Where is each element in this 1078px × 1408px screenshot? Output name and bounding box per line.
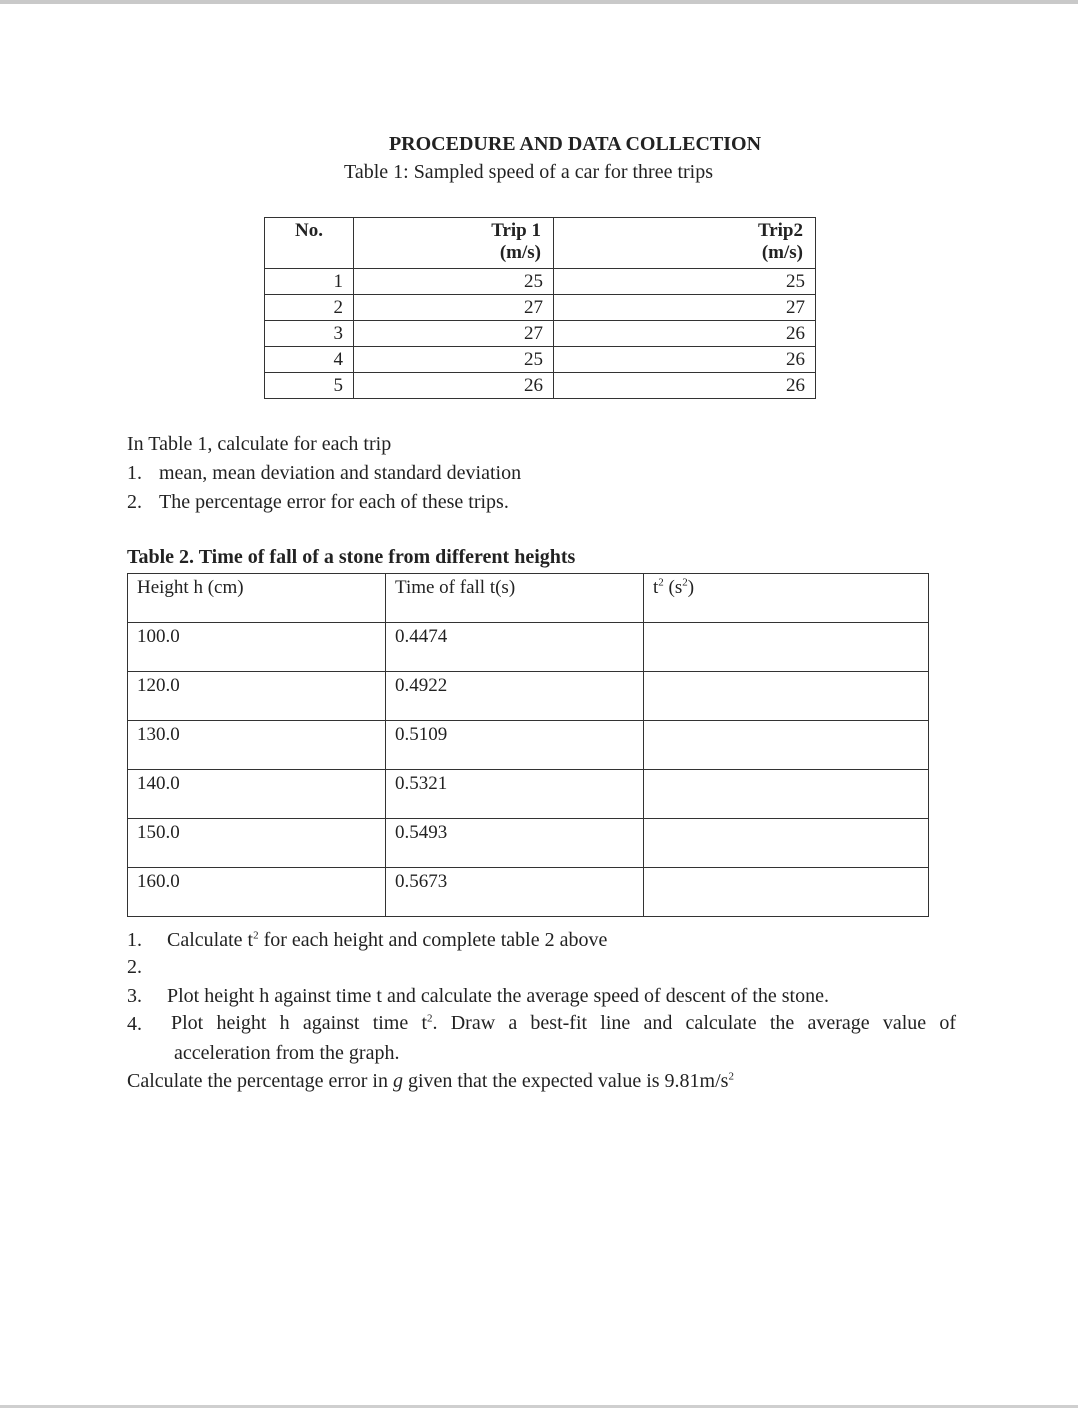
cell-time: 0.5109 <box>386 721 644 770</box>
cell-height: 120.0 <box>128 672 386 721</box>
table-header-row <box>265 218 816 269</box>
col-header-trip2: Trip2 (m/s) <box>554 218 816 269</box>
cell-time: 0.4922 <box>386 672 644 721</box>
cell-no: 1 <box>265 269 354 295</box>
cell-height: 130.0 <box>128 721 386 770</box>
instructions1-item: 1. mean, mean deviation and standard deviation <box>127 462 522 484</box>
table-row <box>265 321 816 347</box>
cell-trip2: 27 <box>554 295 816 321</box>
instructions2-item3: 3. Plot height h against time t and calculate the average speed of descent of the stone. <box>127 985 829 1007</box>
cell-t-squared <box>644 770 929 819</box>
instructions1-item: 2. The percentage error for each of these trips. <box>127 491 509 513</box>
cell-trip2: 26 <box>554 373 816 399</box>
cell-height: 160.0 <box>128 868 386 917</box>
table-row <box>128 623 929 672</box>
table-row <box>128 819 929 868</box>
cell-no: 3 <box>265 321 354 347</box>
cell-t-squared <box>644 819 929 868</box>
col-header-time: Time of fall t(s) <box>386 574 644 623</box>
table-row <box>265 373 816 399</box>
cell-time: 0.5321 <box>386 770 644 819</box>
cell-trip2: 26 <box>554 321 816 347</box>
table1-caption: Table 1: Sampled speed of a car for three trips <box>344 161 714 183</box>
cell-no: 2 <box>265 295 354 321</box>
cell-trip1: 25 <box>354 347 554 373</box>
instructions2-item4-number: 4. <box>127 1013 142 1035</box>
cell-time: 0.5673 <box>386 868 644 917</box>
col-header-no: No. <box>265 218 354 269</box>
cell-trip2: 26 <box>554 347 816 373</box>
cell-time: 0.4474 <box>386 623 644 672</box>
col-header-t-squared: $t^2$ $(s^2)$ <box>644 574 929 623</box>
cell-no: 4 <box>265 347 354 373</box>
page-title: PROCEDURE AND DATA COLLECTION <box>388 133 762 155</box>
table-row <box>128 868 929 917</box>
table-row <box>265 269 816 295</box>
cell-no: 5 <box>265 373 354 399</box>
fall-time-table <box>127 573 929 917</box>
cell-trip1: 25 <box>354 269 554 295</box>
cell-trip1: 26 <box>354 373 554 399</box>
table-row <box>265 295 816 321</box>
cell-trip1: 27 <box>354 321 554 347</box>
final-instruction: Calculate the percentage error in g given that the expected value is $9.81m/s^2$ <box>127 1070 734 1092</box>
instructions2-item1: 1. Calculate $t^2$ for each height and complete table 2 above <box>127 929 608 951</box>
instructions2-item4-cont: acceleration from the graph. <box>174 1042 400 1064</box>
table-row <box>128 721 929 770</box>
instructions2-item4: Plot height h against time $t^2$. Draw a best-fit line and calculate the average value of <box>171 1012 957 1034</box>
speed-table <box>264 217 816 399</box>
top-border <box>0 0 1078 4</box>
table-header-row <box>128 574 929 623</box>
table-row <box>128 672 929 721</box>
instructions1-intro: In Table 1, calculate for each trip <box>127 433 392 455</box>
table2-caption: Table 2. Time of fall of a stone from different heights <box>127 546 576 568</box>
cell-time: 0.5493 <box>386 819 644 868</box>
cell-t-squared <box>644 623 929 672</box>
cell-height: 150.0 <box>128 819 386 868</box>
table-row <box>128 770 929 819</box>
cell-height: 100.0 <box>128 623 386 672</box>
cell-height: 140.0 <box>128 770 386 819</box>
cell-trip1: 27 <box>354 295 554 321</box>
col-header-trip1: Trip 1 (m/s) <box>354 218 554 269</box>
instructions2-item2: 2. <box>127 956 142 978</box>
cell-t-squared <box>644 868 929 917</box>
cell-trip2: 25 <box>554 269 816 295</box>
col-header-height: Height h (cm) <box>128 574 386 623</box>
cell-t-squared <box>644 672 929 721</box>
cell-t-squared <box>644 721 929 770</box>
table-row <box>265 347 816 373</box>
